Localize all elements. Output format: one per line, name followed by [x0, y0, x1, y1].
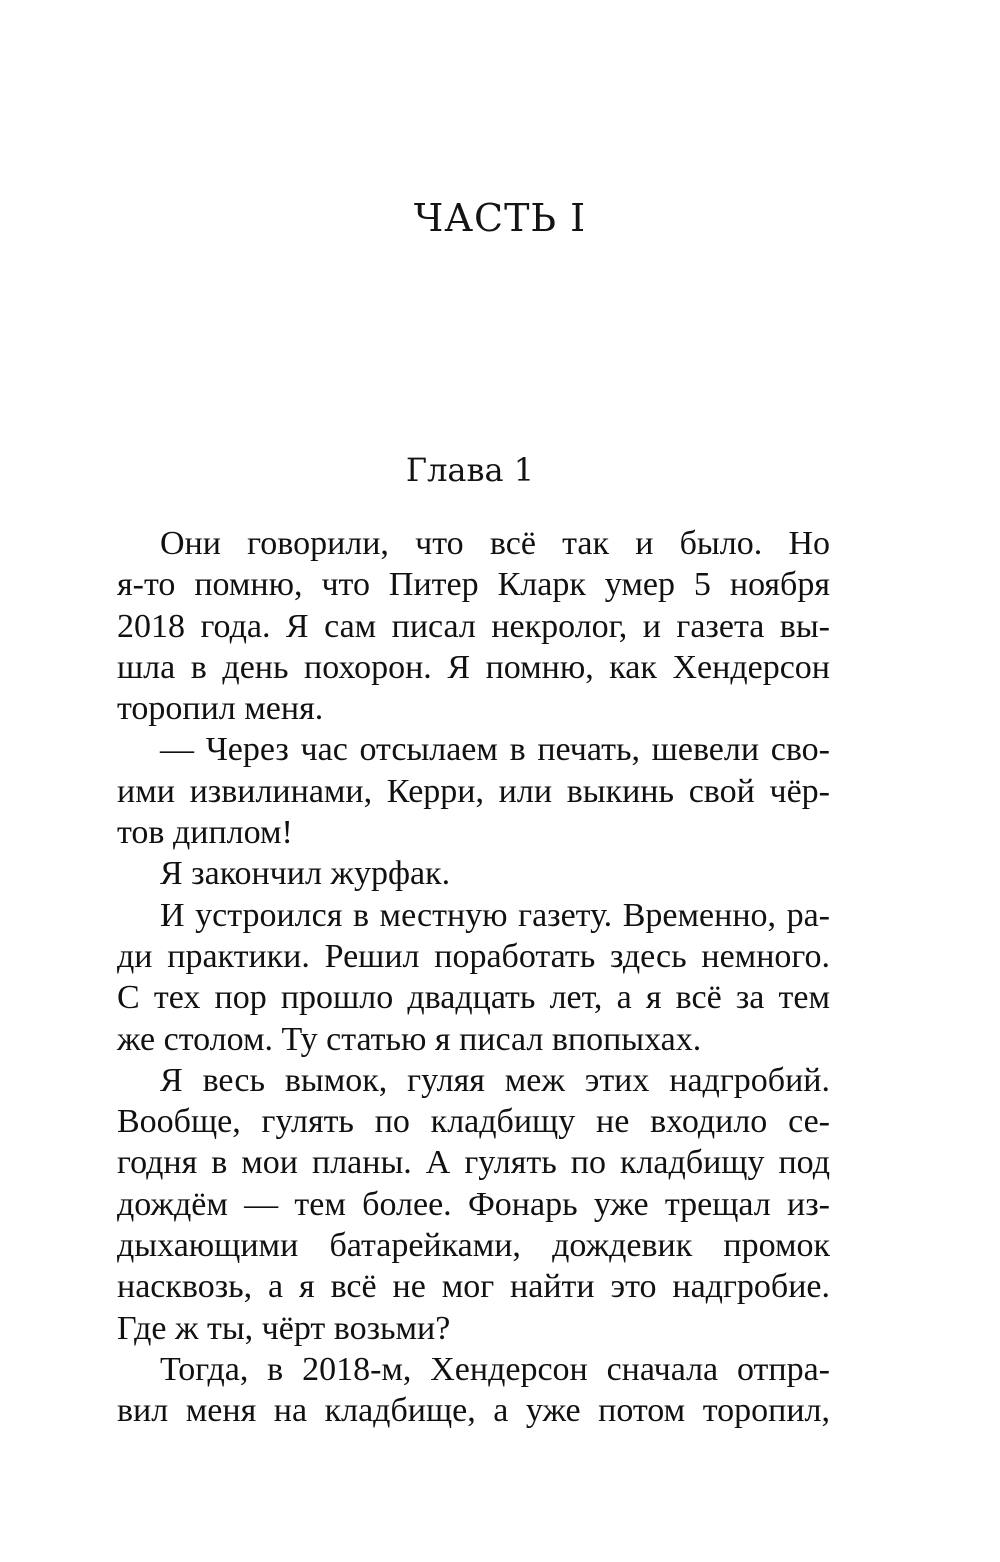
text-line: Тогда, в 2018-м, Хендерсон сначала отпра-	[160, 1350, 830, 1388]
text-line: — Через час отсылаем в печать, шевели сво-	[160, 731, 830, 769]
text-line: я-то помню, что Питер Кларк умер 5 ноября	[117, 566, 830, 604]
text-line: годня в мои планы. А гулять по кладбищу под	[117, 1144, 830, 1182]
text-line: тов диплом!	[117, 814, 293, 852]
part-title: ЧАСТЬ I	[413, 196, 587, 240]
text-line: дыхающими батарейками, дождевик промок	[117, 1227, 830, 1265]
text-line: дождём — тем более. Фонарь уже трещал из-	[117, 1185, 830, 1223]
text-line: Они говорили, что всё так и было. Но	[160, 525, 830, 562]
text-line: шла в день похорон. Я помню, как Хендерсон	[117, 648, 830, 686]
text-line: торопил меня.	[117, 690, 324, 728]
chapter-title: Глава 1	[405, 451, 535, 489]
text-line: С тех пор прошло двадцать лет, а я всё за тем	[117, 979, 830, 1017]
text-line: ди практики. Решил поработать здесь немного.	[117, 937, 830, 975]
text-line: И устроился в местную газету. Временно, ра-	[160, 896, 830, 934]
text-line: Я закончил журфак.	[160, 855, 451, 893]
text-line: 2018 года. Я сам писал некролог, и газета вы-	[117, 607, 830, 645]
text-line: Где ж ты, чёрт возьми?	[117, 1309, 451, 1347]
text-line: Я весь вымок, гуляя меж этих надгробий.	[160, 1061, 830, 1099]
text-line: Вообще, гулять по кладбищу не входило се-	[117, 1103, 830, 1141]
text-line: насквозь, а я всё не мог найти это надгробие.	[117, 1268, 830, 1306]
chapter-body-text	[117, 523, 830, 1432]
text-line: вил меня на кладбище, а уже потом торопил,	[117, 1392, 830, 1430]
text-line: ими извилинами, Керри, или выкинь свой чёр-	[117, 772, 830, 810]
text-line: же столом. Ту статью я писал впопыхах.	[117, 1020, 702, 1058]
